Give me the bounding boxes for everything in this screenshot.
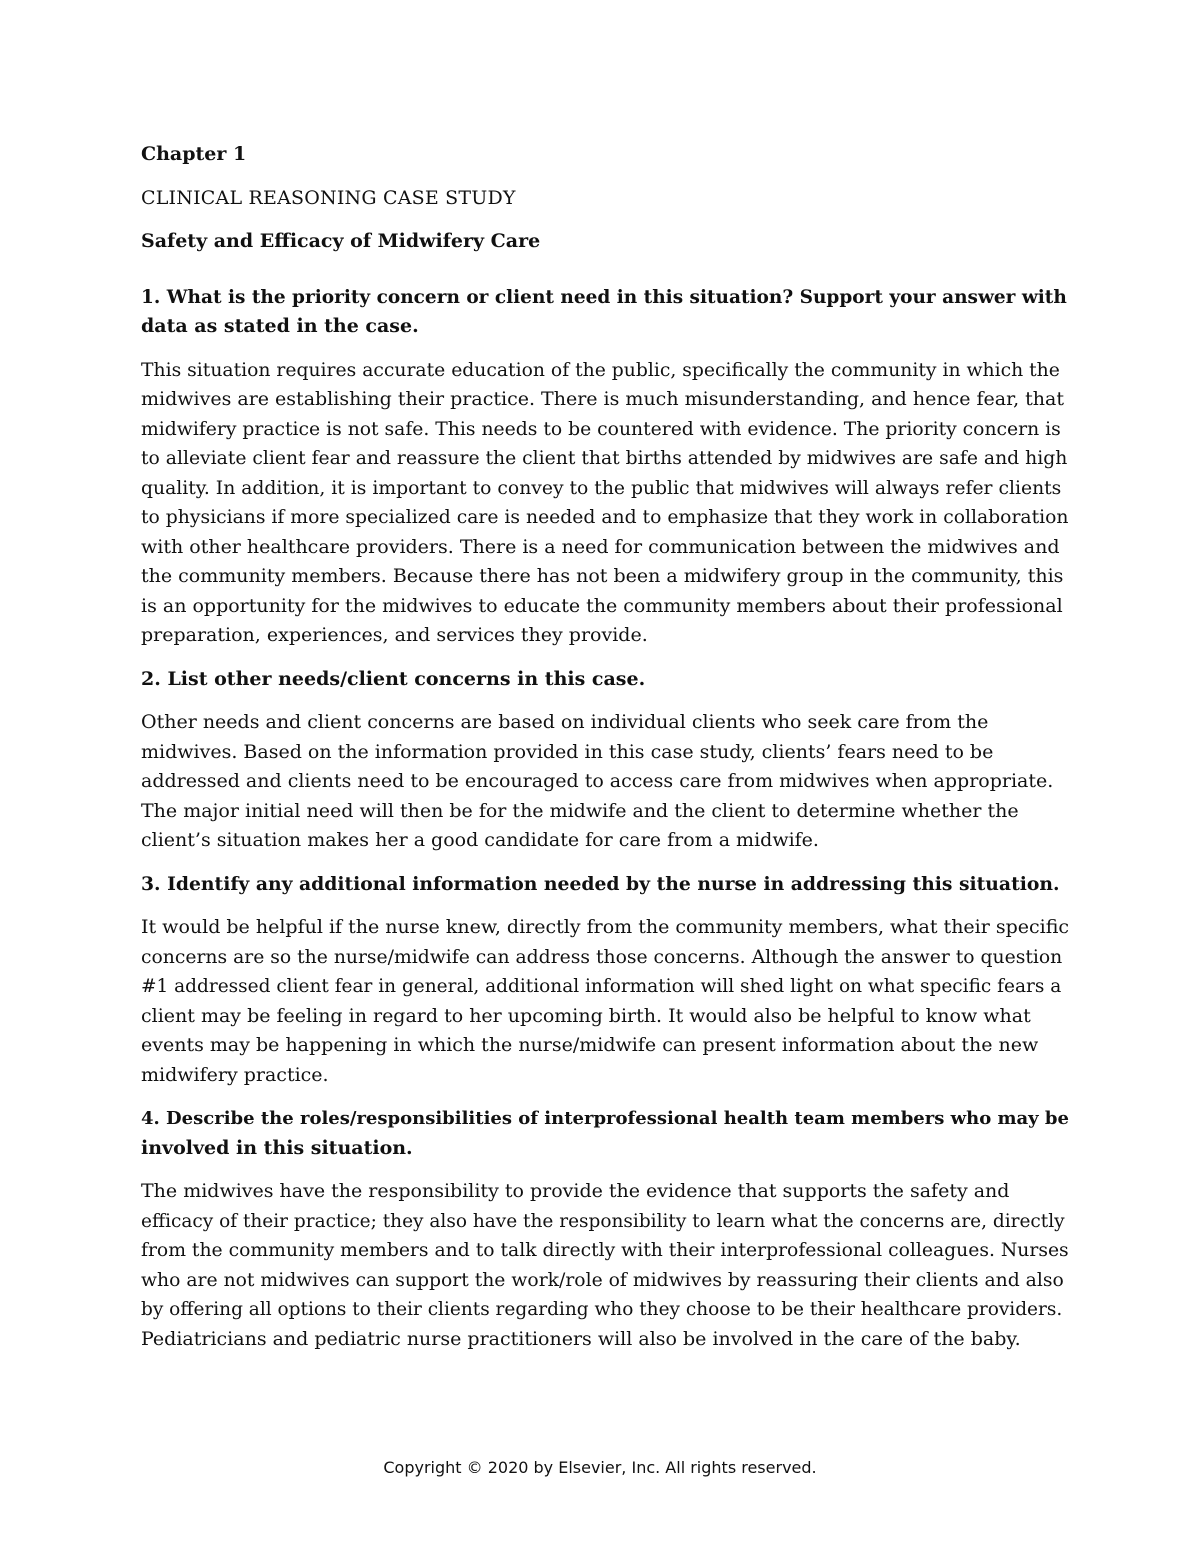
answer-line: addressed and clients need to be encouraged to access care from midwives when appropriate. (141, 770, 1054, 792)
answer-line: midwives. Based on the information provided in this case study, clients’ fears need to be (141, 740, 994, 763)
answer-line: This situation requires accurate education of the public, specifically the community in which the (141, 359, 1060, 381)
answer-line: #1 addressed client fear in general, additional information will shed light on what specific fears a (141, 976, 1062, 997)
answer-line: preparation, experiences, and services they provide. (141, 624, 648, 646)
answer-line: midwives are establishing their practice. There is much misunderstanding, and hence fear, that (141, 388, 1064, 410)
section-3 (141, 870, 1071, 1091)
case-study-subtitle: Safety and Efficacy of Midwifery Care (141, 230, 541, 252)
answer-line: the community members. Because there has not been a midwifery group in the community, this (141, 565, 1064, 587)
section-2 (141, 665, 1071, 856)
answer-3 (141, 913, 1071, 1090)
question-line: involved in this situation. (141, 1136, 413, 1159)
answer-line: quality. In addition, it is important to convey to the public that midwives will always refer clients (141, 477, 1062, 499)
answer-line: Other needs and client concerns are based on individual clients who seek care from the (141, 711, 989, 733)
question-line: 2. List other needs/client concerns in this case. (141, 667, 646, 690)
answer-1 (141, 356, 1071, 651)
answer-2 (141, 708, 1071, 856)
answer-4 (141, 1177, 1071, 1354)
section-1 (141, 283, 1071, 651)
answer-line: from the community members and to talk directly with their interprofessional colleagues. Nurses (141, 1240, 1069, 1261)
copyright-footer: Copyright © 2020 by Elsevier, Inc. All rights reserved. (383, 1458, 817, 1477)
question-1 (141, 283, 1071, 342)
question-2 (141, 665, 1071, 695)
answer-line: midwifery practice. (141, 1063, 329, 1086)
answer-line: to physicians if more specialized care is needed and to emphasize that they work in collaboration (141, 507, 1069, 528)
answer-line: client’s situation makes her a good candidate for care from a midwife. (141, 829, 819, 851)
answer-line: midwifery practice is not safe. This needs to be countered with evidence. The priority concern is (141, 418, 1061, 440)
question-4 (141, 1104, 1071, 1163)
chapter-heading: Chapter 1 (141, 143, 247, 165)
answer-line: concerns are so the nurse/midwife can address those concerns. Although the answer to question (141, 946, 1063, 968)
answer-line: efficacy of their practice; they also have the responsibility to learn what the concerns are, directly (141, 1210, 1065, 1232)
answer-line: The midwives have the responsibility to provide the evidence that supports the safety and (141, 1180, 1010, 1202)
question-line: 4. Describe the roles/responsibilities of interprofessional health team members who may be (141, 1108, 1069, 1129)
answer-line: Pediatricians and pediatric nurse practitioners will also be involved in the care of the baby. (141, 1327, 1021, 1350)
answer-line: events may be happening in which the nurse/midwife can present information about the new (141, 1034, 1039, 1056)
case-study-title: CLINICAL REASONING CASE STUDY (141, 186, 516, 209)
question-line: data as stated in the case. (141, 315, 419, 337)
answer-line: is an opportunity for the midwives to educate the community members about their professional (141, 594, 1063, 617)
document-body (141, 140, 1071, 1368)
answer-line: by offering all options to their clients regarding who they choose to be their healthcare providers. (141, 1299, 1063, 1320)
answer-line: client may be feeling in regard to her upcoming birth. It would also be helpful to know what (141, 1004, 1031, 1027)
question-3 (141, 870, 1071, 900)
question-line: 3. Identify any additional information needed by the nurse in addressing this situation. (141, 872, 1060, 895)
question-line: 1. What is the priority concern or client need in this situation? Support your answer with (141, 286, 1067, 308)
answer-line: to alleviate client fear and reassure the client that births attended by midwives are safe and high (141, 448, 1068, 469)
answer-line: The major initial need will then be for the midwife and the client to determine whether the (141, 799, 1019, 822)
answer-line: It would be helpful if the nurse knew, directly from the community members, what their specific (141, 916, 1070, 938)
section-4 (141, 1104, 1071, 1354)
answer-line: with other healthcare providers. There is a need for communication between the midwives and (141, 535, 1060, 558)
answer-line: who are not midwives can support the work/role of midwives by reassuring their clients and also (141, 1269, 1064, 1291)
